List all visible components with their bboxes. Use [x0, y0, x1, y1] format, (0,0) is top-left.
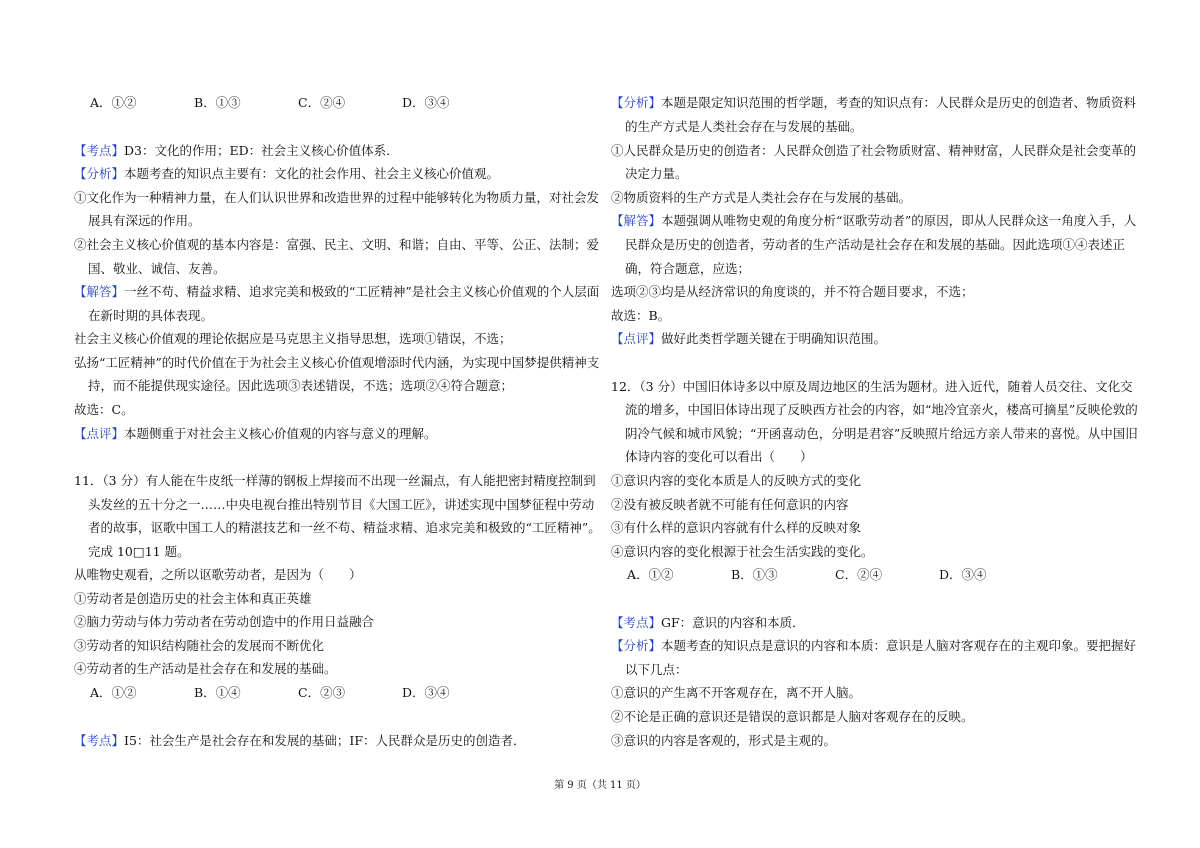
text-line: 国、敬业、诚信、友善。: [88, 261, 226, 276]
jieda-text: 一丝不苟、精益求精、追求完美和极致的“工匠精神”是社会主义核心价值观的个人层面: [124, 284, 600, 299]
dianping-line: [74, 425, 437, 443]
text-line: 展具有深远的作用。: [88, 213, 201, 228]
question-11-stem: 11．（3 分）有人能在牛皮纸一样薄的钢板上焊接而不出现一丝漏点，有人能把密封精度控制到: [74, 473, 596, 488]
kaodian-text: I5：社会生产是社会存在和发展的基础；IF：人民群众是历史的创造者．: [124, 733, 526, 748]
fenxi-tag: 【分析】: [611, 638, 662, 653]
q12-options: [627, 566, 1043, 584]
text-line: 流的增多，中国旧体诗出现了反映西方社会的内容，如“地冷宜亲火，楼高可摘星”反映伦敦的: [625, 402, 1138, 417]
text-line: 阴冷气候和城市风貌；“开函喜动色，分明是君容”反映照片给远方亲人带来的喜悦。从中国旧: [625, 426, 1138, 441]
answer-line: 故选：B。: [611, 308, 671, 323]
text-line: 从唯物史观看，之所以讴歌劳动者，是因为（ ）: [74, 567, 362, 582]
page-number: 第 9 页（共 11 页）: [554, 780, 646, 791]
text-line: ②不论是正确的意识还是错误的意识都是人脑对客观存在的反映。: [611, 709, 974, 724]
text-line: 完成 10□11 题。: [88, 544, 190, 559]
choice-item: ④劳动者的生产活动是社会存在和发展的基础。: [74, 661, 337, 676]
prev-options: [90, 94, 506, 112]
text-line: 决定力量。: [625, 166, 688, 181]
dianping-tag: 【点评】: [74, 426, 125, 441]
option-b: B．①③: [194, 95, 241, 110]
fenxi-line: [611, 637, 1136, 655]
choice-item: ①劳动者是创造历史的社会主体和真正英雄: [74, 591, 312, 606]
dianping-line: [611, 330, 886, 348]
choice-item: ③有什么样的意识内容就有什么样的反映对象: [611, 520, 862, 535]
kaodian-line: [74, 732, 526, 750]
text-line: 的生产方式是人类社会存在与发展的基础。: [625, 119, 863, 134]
option-c: C．②④: [298, 95, 346, 110]
option-b: B．①③: [731, 567, 778, 582]
text-line: 体诗内容的变化可以看出（ ）: [625, 449, 813, 464]
fenxi-tag: 【分析】: [74, 166, 125, 181]
jieda-line: [611, 212, 1136, 230]
answer-line: 故选：C。: [74, 402, 134, 417]
option-d: D．③④: [939, 567, 987, 582]
text-line: 民群众是历史的创造者，劳动者的生产活动是社会存在和发展的基础。因此选项①④表述正: [625, 237, 1126, 252]
choice-item: ②脑力劳动与体力劳动者在劳动创造中的作用日益融合: [74, 614, 375, 629]
kaodian-text: D3：文化的作用；ED：社会主义核心价值体系．: [124, 143, 399, 158]
fenxi-text: 本题考查的知识点主要有：文化的社会作用、社会主义核心价值观。: [124, 166, 500, 181]
fenxi-text: 本题考查的知识点是意识的内容和本质：意识是人脑对客观存在的主观印象。要把握好: [661, 638, 1137, 653]
option-a: A．①②: [627, 567, 674, 582]
text-line: ②物质资料的生产方式是人类社会存在与发展的基础。: [611, 190, 912, 205]
jieda-tag: 【解答】: [74, 284, 125, 299]
text-line: ①文化作为一种精神力量，在人们认识世界和改造世界的过程中能够转化为物质力量，对社会发: [74, 190, 600, 205]
text-line: 持，而不能提供现实途径。因此选项③表述错误，不选；选项②④符合题意；: [88, 378, 514, 393]
q11-options: [90, 684, 506, 702]
kaodian-tag: 【考点】: [74, 143, 125, 158]
option-c: C．②③: [298, 685, 346, 700]
kaodian-line: [611, 614, 805, 632]
choice-item: ③劳动者的知识结构随社会的发展而不断优化: [74, 638, 325, 653]
jieda-text: 本题强调从唯物史观的角度分析“讴歌劳动者”的原因，即从人民群众这一角度入手，人: [661, 213, 1137, 228]
kaodian-text: GF：意识的内容和本质．: [661, 615, 805, 630]
choice-item: ①意识内容的变化本质是人的反映方式的变化: [611, 473, 862, 488]
dianping-text: 本题侧重于对社会主义核心价值观的内容与意义的理解。: [124, 426, 437, 441]
text-line: 选项②③均是从经济常识的角度谈的，并不符合题目要求，不选；: [611, 284, 974, 299]
text-line: 确，符合题意，应选；: [625, 261, 751, 276]
text-line: ②社会主义核心价值观的基本内容是：富强、民主、文明、和谐；自由、平等、公正、法制；爱: [74, 237, 600, 252]
text-line: 以下几点：: [625, 662, 688, 677]
kaodian-tag: 【考点】: [611, 615, 662, 630]
option-c: C．②④: [835, 567, 883, 582]
text-line: ①意识的产生离不开客观存在，离不开人脑。: [611, 685, 862, 700]
fenxi-line: [611, 94, 1136, 112]
text-line: ③意识的内容是客观的，形式是主观的。: [611, 733, 837, 748]
option-d: D．③④: [402, 95, 450, 110]
option-b: B．①④: [194, 685, 241, 700]
fenxi-tag: 【分析】: [611, 95, 662, 110]
text-line: 弘扬“工匠精神”的时代价值在于为社会主义核心价值观增添时代内涵，为实现中国梦提供精神支: [74, 355, 600, 370]
choice-item: ④意识内容的变化根源于社会生活实践的变化。: [611, 544, 874, 559]
text-line: 头发丝的五十分之一……中央电视台推出特别节目《大国工匠》，讲述实现中国梦征程中劳动: [88, 497, 595, 512]
choice-item: ②没有被反映者就不可能有任何意识的内容: [611, 497, 849, 512]
kaodian-tag: 【考点】: [74, 733, 125, 748]
dianping-text: 做好此类哲学题关键在于明确知识范围。: [661, 331, 887, 346]
option-d: D．③④: [402, 685, 450, 700]
text-line: 在新时期的具体表现。: [88, 308, 214, 323]
dianping-tag: 【点评】: [611, 331, 662, 346]
kaodian-line: [74, 142, 399, 160]
fenxi-line: [74, 165, 499, 183]
option-a: A．①②: [90, 685, 137, 700]
text-line: 社会主义核心价值观的理论依据应是马克思主义指导思想，选项①错误，不选；: [74, 331, 512, 346]
text-line: ①人民群众是历史的创造者：人民群众创造了社会物质财富、精神财富，人民群众是社会变革的: [611, 143, 1137, 158]
text-line: 者的故事，讴歌中国工人的精湛技艺和一丝不苟、精益求精、追求完美和极致的“工匠精神”。: [88, 520, 601, 535]
fenxi-text: 本题是限定知识范围的哲学题，考查的知识点有：人民群众是历史的创造者、物质资料: [661, 95, 1137, 110]
jieda-line: [74, 283, 599, 301]
jieda-tag: 【解答】: [611, 213, 662, 228]
question-12-stem: 12．（3 分）中国旧体诗多以中原及周边地区的生活为题材。进入近代，随着人员交往、文化交: [611, 379, 1133, 394]
option-a: A．①②: [90, 95, 137, 110]
